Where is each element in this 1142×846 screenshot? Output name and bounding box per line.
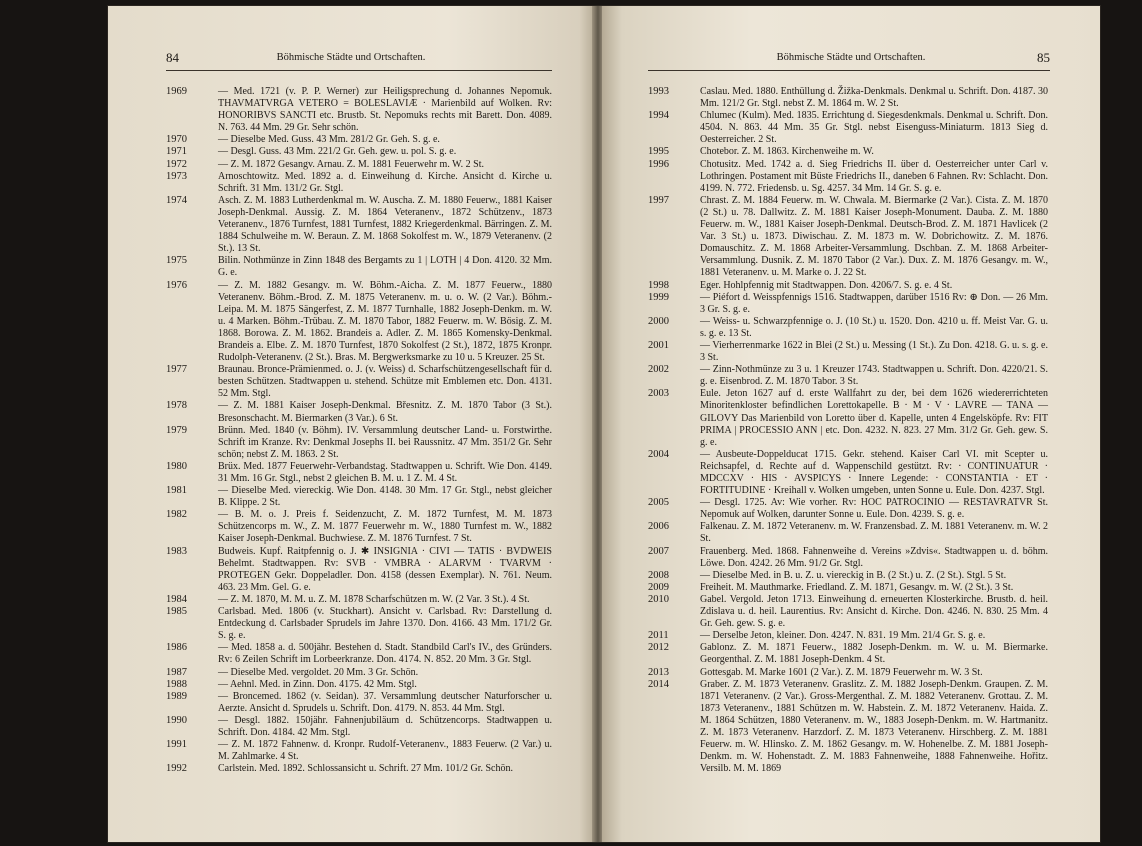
entry-text: — Z. M. 1882 Gesangv. m. W. Böhm.-Aicha. Z. M. 1877 Feuerw., 1880 Veteranenv. Böhm.-Brod. Z. M. 1875 Veteranenv. m. u. o. W. (2 Var.). Böhm.-Leipa. M. M. 1875 Sängerfest, Z. M. 1877 Turnhalle, 1882 Joseph-Denkm. m. W. u. 4 Marken. Böhm.-Trübau. Z. M. 1870 Tabor, 1882 Feuerw. m. W. Bösig. Z. M. 1868. Borowa. Z. M. 1862. Brandeis a. Adler. Z. M. 1865 Komensky-Denkmal. Brandeis a. Elbe. Z. M. 1870 Turnfest, 1870 Sokolfest (2 St.), 1872, 1875 Kronpr. Rudolph-Veteranenv. (2 St.). Bras. M. Bergwerksmarke zu 10 u. 5 Kreuzer. 25 St. xyxy=(218,279,552,364)
entry-text: — Zinn-Nothmünze zu 3 u. 1 Kreuzer 1743. Stadtwappen u. Schrift. Don. 4220/21. S. g. e. Eisenbrod. Z. M. 1870 Tabor. 3 St. xyxy=(700,364,1048,388)
right-entry-list xyxy=(648,86,1048,775)
entry-number: 1969 xyxy=(166,86,187,97)
catalog-entry xyxy=(648,449,1048,497)
entry-number: 1996 xyxy=(648,158,669,170)
entry-text: Chotusitz. Med. 1742 a. d. Sieg Friedrichs II. über d. Oesterreicher unter Carl v. Lothringen. Postament mit Büste Friedrichs II., daneben 6 Fahnen. Rv: Schlacht. Don. 4199. N. 772. Friedensb. u. Sg. 4257. 34 Mm. 14 Gr. S. g. e. xyxy=(700,158,1048,194)
entry-text: — Z. M. 1870, M. M. u. Z. M. 1878 Scharfschützen m. W. (2 Var. 3 St.). 4 St. xyxy=(218,593,530,605)
entry-number: 2006 xyxy=(648,521,669,533)
left-header-rule xyxy=(166,70,552,71)
left-page-header xyxy=(108,50,594,70)
catalog-entry xyxy=(648,667,1048,679)
entry-text: Arnoschtowitz. Med. 1892 a. d. Einweihung d. Kirche. Ansicht d. Kirche u. Schrift. 31 Mm. 131/2 Gr. Stgl. xyxy=(218,170,552,194)
entry-text: — B. M. o. J. Preis f. Seidenzucht, Z. M. 1872 Turnfest, M. M. 1873 Schützencorps m. W., Z. M. 1877 Feuerwehr m. W., 1880 Turnfest m. W., 1882 Kaiser Joseph-Denkmal. Buchwiese. Z. M. 1876 Turnfest. 7 St. xyxy=(218,509,552,545)
entry-text: Carlstein. Med. 1892. Schlossansicht u. Schrift. 27 Mm. 101/2 Gr. Schön. xyxy=(218,763,513,775)
entry-number: 2001 xyxy=(648,339,669,351)
entry-text: — Z. M. 1872 Gesangv. Arnau. Z. M. 1881 Feuerwehr m. W. 2 St. xyxy=(218,158,484,170)
catalog-entry xyxy=(648,594,1048,630)
entry-number: 2008 xyxy=(648,569,669,581)
entry-number: 1999 xyxy=(648,291,669,303)
catalog-entry xyxy=(648,364,1048,388)
entry-number: 2004 xyxy=(648,448,669,460)
book-spread xyxy=(108,6,1100,842)
entry-number: 1978 xyxy=(166,400,187,412)
catalog-entry xyxy=(166,594,552,606)
entry-number: 1982 xyxy=(166,509,187,521)
catalog-entry xyxy=(648,195,1048,280)
entry-number: 2007 xyxy=(648,545,669,557)
entry-number: 1973 xyxy=(166,170,187,182)
entry-text: — Weiss- u. Schwarzpfennige o. J. (10 St.) u. 1520. Don. 4210 u. ff. Meist Var. G. u. s. g. e. 13 St. xyxy=(700,315,1048,339)
entry-number: 1975 xyxy=(166,255,187,267)
catalog-entry xyxy=(166,146,552,158)
catalog-entry xyxy=(166,679,552,691)
catalog-entry xyxy=(648,546,1048,570)
entry-number: 1972 xyxy=(166,158,187,170)
catalog-entry xyxy=(166,485,552,509)
catalog-entry xyxy=(648,292,1048,316)
entry-number: 1977 xyxy=(166,364,187,376)
left-page-number: 84 xyxy=(166,50,179,65)
left-page xyxy=(108,6,594,842)
entry-text: Frauenberg. Med. 1868. Fahnenweihe d. Vereins »Zdvis«. Stadtwappen u. d. böhm. Löwe. Don. 4242. 26 Mm. 91/2 Gr. Stgl. xyxy=(700,545,1048,569)
entry-text: — Aehnl. Med. in Zinn. Don. 4175. 42 Mm. Stgl. xyxy=(218,678,417,690)
entry-text: — Dieselbe Med. Guss. 43 Mm. 281/2 Gr. Geh. S. g. e. xyxy=(218,134,440,146)
catalog-entry xyxy=(166,763,552,775)
entry-text: Bilin. Nothmünze in Zinn 1848 des Bergamts zu 1 | LOTH | 4 Don. 4120. 32 Mm. G. e. xyxy=(218,255,552,279)
entry-text: Chlumec (Kulm). Med. 1835. Errichtung d. Siegesdenkmals. Denkmal u. Schrift. Don. 4504. N. 863. 44 Mm. 35 Gr. Stgl. nebst Eisenguss-Miniaturm. 1813 Sieg d. Oesterreicher. 2 St. xyxy=(700,110,1048,146)
right-page-header xyxy=(602,50,1100,70)
entry-text: Brüx. Med. 1877 Feuerwehr-Verbandstag. Stadtwappen u. Schrift. Wie Don. 4149. 31 Mm. 16 Gr. Stgl., nebst 2 gleichen B. M. u. 1 Z. M. 4 St. xyxy=(218,460,552,484)
entry-text: Caslau. Med. 1880. Enthüllung d. Žižka-Denkmals. Denkmal u. Schrift. Don. 4187. 30 Mm. 121/2 Gr. Stgl. nebst Z. M. 1864 m. W. 2 St. xyxy=(700,86,1048,110)
entry-number: 1980 xyxy=(166,460,187,472)
entry-text: Chotebor. Z. M. 1863. Kirchenweihe m. W. xyxy=(700,146,874,158)
entry-text: — Z. M. 1881 Kaiser Joseph-Denkmal. Břesnitz. Z. M. 1870 Tabor (3 St.). Bresonschacht. M. Biermarken (3 Var.). 6 St. xyxy=(218,400,552,424)
catalog-entry xyxy=(166,739,552,763)
entry-number: 1976 xyxy=(166,279,187,291)
entry-number: 1989 xyxy=(166,690,187,702)
entry-number: 2009 xyxy=(648,581,669,593)
catalog-entry xyxy=(166,255,552,279)
catalog-entry xyxy=(648,497,1048,521)
entry-number: 1985 xyxy=(166,606,187,618)
catalog-entry xyxy=(166,195,552,255)
entry-number: 2002 xyxy=(648,364,669,376)
entry-text: Graber. Z. M. 1873 Veteranenv. Graslitz. Z. M. 1882 Joseph-Denkm. Graupen. Z. M. 1871 Veteranenv. (2 Var.). Gross-Mergenthal. Z. M. 1882 Veteranenv. Grottau. Z. M. 1873 Veteranenv., 1881 Schützen m. W. Habstein. Z. M. 1872 Veteranenv. Haida. Z. M. 1864 Schützen, 1880 Veteranenv. m. W., 1883 Joseph-Denkm. m. W. Hartmanitz. Z. M. 1873 Veteranenv. Harzdorf. Z. M. 1873 Veteranenv. Hirschberg. Z. M. 1881 Feuerw. m. W. Hlinsko. Z. M. 1862 Gesangv. m. W. Hohenelbe. Z. M. 1881 Joseph-Denkm. m. W. Hohenstadt. Z. M. 1883 Fahnenweihe, 1888 Fahnenweihe. Hořitz. Versilb. M. M. 1869 xyxy=(700,678,1048,775)
entry-number: 2000 xyxy=(648,315,669,327)
entry-text: — Med. 1858 a. d. 500jähr. Bestehen d. Stadt. Standbild Carl's IV., des Gründers. Rv: 6 Zeilen Schrift im Lorbeerkranze. Don. 4174. N. 852. 20 Mm. 3 Gr. Stgl. xyxy=(218,642,552,666)
catalog-entry xyxy=(648,159,1048,195)
entry-number: 1987 xyxy=(166,666,187,678)
catalog-entry xyxy=(166,86,552,134)
entry-number: 1983 xyxy=(166,545,187,557)
entry-number: 1979 xyxy=(166,424,187,436)
catalog-entry xyxy=(166,134,552,146)
catalog-entry xyxy=(648,340,1048,364)
catalog-entry xyxy=(166,364,552,400)
catalog-entry xyxy=(166,667,552,679)
entry-text: Braunau. Bronce-Prämienmed. o. J. (v. Weiss) d. Scharfschützengesellschaft für d. besten Schützen. Stadtwappen u. stehend. Schütze mit Emblemen etc. Don. 4131. 52 Mm. Stgl. xyxy=(218,364,552,400)
catalog-entry xyxy=(166,159,552,171)
catalog-entry xyxy=(166,509,552,545)
catalog-entry xyxy=(648,280,1048,292)
right-header-rule xyxy=(648,70,1050,71)
entry-text: — Vierherrenmarke 1622 in Blei (2 St.) u. Messing (1 St.). Zu Don. 4218. G. u. s. g. e. 3 St. xyxy=(700,339,1048,364)
catalog-entry xyxy=(166,715,552,739)
catalog-entry xyxy=(648,86,1048,110)
entry-text: — Desgl. Guss. 43 Mm. 221/2 Gr. Geh. gew. u. pol. S. g. e. xyxy=(218,146,457,158)
entry-text: — Derselbe Jeton, kleiner. Don. 4247. N. 831. 19 Mm. 21/4 Gr. S. g. e. xyxy=(700,630,986,642)
entry-number: 2011 xyxy=(648,630,669,642)
entry-number: 1997 xyxy=(648,194,669,206)
entry-text: Budweis. Kupf. Raitpfennig o. J. ✱ INSIGNIA · CIVI — TATIS · BVDWEIS Behelmt. Stadtwappen. Rv: SVB · VMBRA · ALARVM · TVARVM · PROTEGEN Gekr. Doppeladler. Don. 4158 (dessen Exemplar). N. 761. Neum. 463. 23 Mm. Gel. G. e. xyxy=(218,545,552,593)
entry-text: — Dieselbe Med. in B. u. Z. u. viereckig in B. (2 St.) u. Z. (2 St.). Stgl. 5 St. xyxy=(700,569,1007,581)
entry-number: 1984 xyxy=(166,593,187,605)
catalog-entry xyxy=(166,171,552,195)
catalog-entry xyxy=(648,316,1048,340)
entry-text: Eule. Jeton 1627 auf d. erste Wallfahrt zu der, bei dem 1626 wiedererrichteten Minoritenkloster befindlichen Lorettokapelle. B · M · V · LAVRE — TANA — GILOVY Das Marienbild von Loretto über d. Kapelle, unten 4 Engelsköpfe. Rv: FIT PRIMA | PROCESSIO ANN | etc. Don. 4232. N. 823. 27 Mm. 31/2 Gr. Geh. gew. S. g. e. xyxy=(700,388,1048,448)
entry-number: 1992 xyxy=(166,763,187,775)
catalog-entry xyxy=(166,606,552,642)
right-page xyxy=(602,6,1100,842)
entry-text: Falkenau. Z. M. 1872 Veteranenv. m. W. Franzensbad. Z. M. 1881 Veteranenv. m. W. 2 St. xyxy=(700,521,1048,545)
entry-text: — Desgl. 1725. Av: Wie vorher. Rv: HOC PATROCINIO — RESTAVRATVR St. Nepomuk auf Wolken, darunter Sonne u. Eule. Don. 4239. S. g. e. xyxy=(700,497,1048,521)
entry-number: 1995 xyxy=(648,146,669,158)
left-entry-list xyxy=(166,86,552,775)
catalog-entry xyxy=(166,400,552,424)
catalog-entry xyxy=(166,425,552,461)
entry-text: — Ausbeute-Doppelducat 1715. Gekr. stehend. Kaiser Carl VI. mit Scepter u. Reichsapfel, d. Rechte auf d. Wappenschild gestützt. Rv: · CONTINUATUR · MDCCXV · HIS · AVSPICYS · Innere Legende: · CONSTANTIA · ET · FORTITUDINE · Kreihall v. Wolken umgeben, unten Sonne u. Eule. Don. 4237. Stgl. xyxy=(700,448,1048,497)
entry-number: 1981 xyxy=(166,485,187,497)
entry-text: Gabel. Vergold. Jeton 1713. Einweihung d. erneuerten Klosterkirche. Brustb. d. heil. Zdislava u. d. heil. Laurentius. Rv: Ansicht d. Kirche. Don. 4246. N. 830. 25 Mm. 4 Gr. Geh. gew. S. g. e. xyxy=(700,593,1048,630)
entry-number: 2014 xyxy=(648,678,669,690)
catalog-entry xyxy=(648,582,1048,594)
entry-number: 2010 xyxy=(648,593,669,605)
right-running-title: Böhmische Städte und Ortschaften. xyxy=(776,52,926,63)
entry-number: 1970 xyxy=(166,134,187,146)
catalog-entry xyxy=(648,630,1048,642)
catalog-entry xyxy=(648,388,1048,448)
catalog-entry xyxy=(648,679,1048,776)
entry-text: Chrast. Z. M. 1884 Feuerw. m. W. Chwala. M. Biermarke (2 Var.). Cista. Z. M. 1870 (2 St.) u. 78. Dallwitz. Z. M. 1881 Kaiser Joseph-Monument. Dauba. Z. M. 1880 Feuerw. m. W., 1881 Kaiser Joseph-Denkmal. Deutsch-Brod. Z. M. 1871 Havlicek (2 Var. 3 St.) u. 1873. Diwischau. Z. M. 1873 m. W. Dobrichowitz. Z. M. 1876. Domauschitz. Z. M. 1868 Arbeiter-Versammlung. Dschban. Z. M. 1868 Arbeiter-Versammlung. Dusnik. Z. M. 1870 Tabor (2 Var.). Dux. Z. M. 1876 Gesangv. m. W., 1881 Veteranenv. u. M. Marke o. J. 22 St. xyxy=(700,194,1048,279)
catalog-entry xyxy=(648,521,1048,545)
catalog-entry xyxy=(166,461,552,485)
entry-text: — Z. M. 1872 Fahnenw. d. Kronpr. Rudolf-Veteranenv., 1883 Feuerw. (2 Var.) u. M. Zahlmarke. 4 St. xyxy=(218,739,552,763)
catalog-entry xyxy=(648,110,1048,146)
catalog-entry xyxy=(166,691,552,715)
entry-number: 1994 xyxy=(648,110,669,122)
entry-text: — Piéfort d. Weisspfennigs 1516. Stadtwappen, darüber 1516 Rv: ⊕ Don. — 26 Mm. 3 Gr. S. g. e. xyxy=(700,291,1048,315)
entry-text: Gottesgab. M. Marke 1601 (2 Var.). Z. M. 1879 Feuerwehr m. W. 3 St. xyxy=(700,666,983,678)
entry-number: 2005 xyxy=(648,497,669,509)
entry-number: 1998 xyxy=(648,279,669,291)
catalog-entry xyxy=(166,546,552,594)
entry-number: 2013 xyxy=(648,666,669,678)
entry-text: — Med. 1721 (v. P. P. Werner) zur Heiligsprechung d. Johannes Nepomuk. THAVMATVRGA VETERO = BOLESLAVIÆ · Marienbild auf Wolken. Rv: HONORIBVS SANCTI etc. Brustb. St. Nepomuks rechts mit Barett. Don. 4089. N. 763. 44 Mm. 29 Gr. Sehr schön. xyxy=(218,86,552,134)
left-running-title: Böhmische Städte und Ortschaften. xyxy=(276,52,426,63)
entry-number: 1986 xyxy=(166,642,187,654)
catalog-entry xyxy=(648,146,1048,158)
entry-number: 1988 xyxy=(166,678,187,690)
entry-text: — Broncemed. 1862 (v. Seidan). 37. Versammlung deutscher Naturforscher u. Aerzte. Ansicht d. Sprudels u. Schrift. Don. 4179. N. 853. 44 Mm. Stgl. xyxy=(218,690,552,714)
entry-number: 2003 xyxy=(648,388,669,400)
entry-number: 1971 xyxy=(166,146,187,158)
catalog-entry xyxy=(166,280,552,365)
entry-number: 1991 xyxy=(166,739,187,751)
entry-text: Eger. Hohlpfennig mit Stadtwappen. Don. 4206/7. S. g. e. 4 St. xyxy=(700,279,953,291)
entry-text: — Desgl. 1882. 150jähr. Fahnenjubiläum d. Schützencorps. Stadtwappen u. Schrift. Don. 4184. 42 Mm. Stgl. xyxy=(218,714,552,738)
entry-text: Brünn. Med. 1840 (v. Böhm). IV. Versammlung deutscher Land- u. Forstwirthe. Schrift im Kranze. Rv: Denkmal Josephs II. bei Raussnitz. 47 Mm. 351/2 Gr. Sehr schön; nebst Z. M. 1863. 2 St. xyxy=(218,424,552,460)
entry-text: Asch. Z. M. 1883 Lutherdenkmal m. W. Auscha. Z. M. 1880 Feuerw., 1881 Kaiser Joseph-Denkmal. Aussig. Z. M. 1864 Veteranenv., 1872 Schützenv., 1873 Veteranenv., 1876 Turnfest, 1881 Turnfest, 1882 Kriegerdenkmal. Bärringen. Z. M. 1884 Schulweihe m. W. Beraun. Z. M. 1868 Sokolfest m. W., 1879 Veteranenv. (2 St.). 13 St. xyxy=(218,194,552,255)
entry-number: 1990 xyxy=(166,714,187,726)
right-page-number: 85 xyxy=(1037,50,1050,65)
entry-text: — Dieselbe Med. viereckig. Wie Don. 4148. 30 Mm. 17 Gr. Stgl., nebst gleicher B. Klippe. 2 St. xyxy=(218,485,552,509)
catalog-entry xyxy=(166,642,552,666)
entry-text: Freiheit. M. Mauthmarke. Friedland. Z. M. 1871, Gesangv. m. W. (2 St.). 3 St. xyxy=(700,581,1014,593)
entry-text: Gablonz. Z. M. 1871 Feuerw., 1882 Joseph-Denkm. m. W. u. M. Biermarke. Georgenthal. Z. M. 1881 Joseph-Denkm. 4 St. xyxy=(700,642,1048,666)
entry-text: — Dieselbe Med. vergoldet. 20 Mm. 3 Gr. Schön. xyxy=(218,666,419,678)
entry-number: 2012 xyxy=(648,642,669,654)
entry-text: Carlsbad. Med. 1806 (v. Stuckhart). Ansicht v. Carlsbad. Rv: Darstellung d. Entdeckung d. Carlsbader Sprudels im Jahre 1370. Don. 4166. 43 Mm. 171/2 Gr. S. g. e. xyxy=(218,606,552,642)
entry-number: 1993 xyxy=(648,86,669,97)
entry-number: 1974 xyxy=(166,194,187,206)
catalog-entry xyxy=(648,642,1048,666)
catalog-entry xyxy=(648,570,1048,582)
